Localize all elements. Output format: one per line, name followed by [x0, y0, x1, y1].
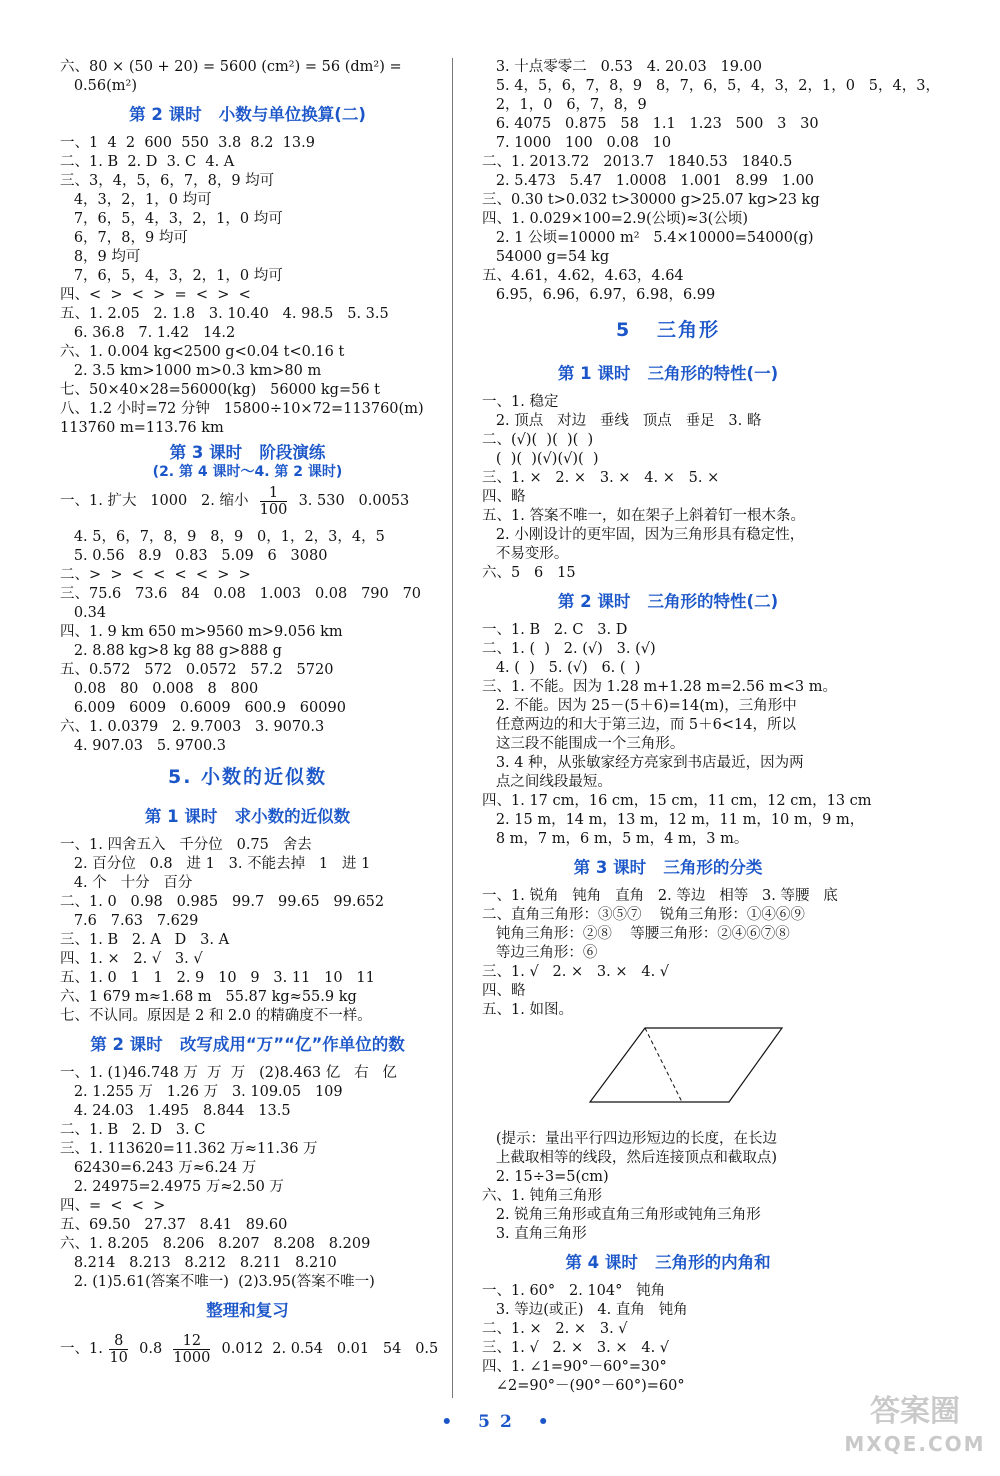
answer-line: 62430=6.243 万≈6.24 万 [60, 1160, 257, 1176]
heading-lesson3-subtitle: (2. 第 4 课时～4. 第 2 课时) [152, 464, 343, 480]
answer-line: 二、1. B 2. D 3. C 4. A [60, 154, 235, 170]
answer-line: 六、80 × (50 + 20) = 5600 (cm²) = 56 (dm²) = [60, 59, 402, 75]
answer-line: 2. 小刚设计的更牢固，因为三角形具有稳定性， [482, 527, 805, 543]
section-left-block3 [60, 528, 435, 756]
section-right-block6 [482, 1282, 854, 1396]
fraction-line: 一、1. 扩大 1000 2. 缩小 $\frac{1}{100}$ 3. 530 0.0053 [60, 484, 410, 518]
answer-line: 二、> > < < < < > > [60, 567, 251, 583]
answer-line: 7. 1000 100 0.08 10 [482, 135, 672, 151]
answer-line: 3. 4 种，从张敏家经方亮家到书店最近，因为两 [482, 755, 804, 771]
answer-line: ( )( )(√)(√)( ) [482, 451, 599, 467]
watermark-title: 答案圈 [870, 1394, 960, 1429]
parallelogram-diagram [482, 1020, 854, 1130]
answer-line: 113760 m=113.76 km [60, 420, 224, 436]
answer-line: 四、略 [482, 489, 526, 505]
answer-line: 六、1. 钝角三角形 [482, 1188, 602, 1204]
answer-line: 8 m，7 m，6 m，5 m，4 m，3 m。 [482, 831, 749, 847]
heading-approx-lesson1: 第 1 课时 求小数的近似数 [144, 807, 351, 826]
answer-line: 2. 锐角三角形或直角三角形或钝角三角形 [482, 1207, 761, 1223]
answer-line: 一、1 4 2 600 550 3.8 8.2 13.9 [60, 135, 315, 151]
heading-triangle-lesson2: 第 2 课时 三角形的特性(二) [557, 592, 779, 611]
answer-line: 2. 1 公顷=10000 m² 5.4×10000=54000(g) [482, 230, 814, 246]
heading-chapter5-triangle: 5 三角形 [615, 319, 721, 341]
heading-lesson3-practice: 第 3 课时 阶段演练 [169, 443, 326, 462]
answer-line: 7，6，5，4，3，2，1，0 均可 [60, 268, 283, 284]
fraction-8-10: $\frac{8}{10}$ [109, 1332, 128, 1366]
parallelogram-shape [590, 1028, 782, 1102]
review-line: 一、1. $\frac{8}{10}$ 0.8 $\frac{12}{1000}$ 0.012 2. 0.54 0.01 54 0.5 [60, 1332, 439, 1366]
answer-line: 等边三角形：⑥ [482, 945, 598, 961]
answer-line: 二、(√)( )( )( ) [482, 432, 594, 448]
heading-triangle-lesson4: 第 4 课时 三角形的内角和 [565, 1253, 771, 1272]
dashed-cut-line [645, 1028, 682, 1102]
answer-line: 二、1. 2013.72 2013.7 1840.53 1840.5 [482, 154, 793, 170]
answer-line: 六、5 6 15 [482, 565, 576, 581]
answer-line: 2. 15 m，14 m，13 m，12 m，11 m，10 m，9 m， [482, 812, 865, 828]
answer-line: 六、1 679 m≈1.68 m 55.87 kg≈55.9 kg [60, 989, 357, 1005]
answer-line: 二、1. B 2. D 3. C [60, 1122, 206, 1138]
answer-line: 三、75.6 73.6 84 0.08 1.003 0.08 790 70 [60, 586, 422, 602]
answer-line: 4. 907.03 5. 9700.3 [60, 738, 227, 754]
answer-line: 三、1. 不能。因为 1.28 m+1.28 m=2.56 m<3 m。 [482, 679, 838, 695]
answer-line: 5. 0.56 8.9 0.83 5.09 6 3080 [60, 548, 328, 564]
heading-review: 整理和复习 [206, 1301, 289, 1320]
answer-line: 2. 8.88 kg>8 kg 88 g>888 g [60, 643, 282, 659]
section-right-block2 [482, 393, 854, 583]
answer-line: 8.214 8.213 8.212 8.211 8.210 [60, 1255, 337, 1271]
answer-line: 六、1. 8.205 8.206 8.207 8.208 8.209 [60, 1236, 371, 1252]
answer-line: 五、1. 0 1 1 2. 9 10 9 3. 11 10 11 [60, 970, 375, 986]
answer-line: 六、1. 0.0379 2. 9.7003 3. 9070.3 [60, 719, 325, 735]
answer-line: 4. 24.03 1.495 8.844 13.5 [60, 1103, 291, 1119]
answer-line: 2. 顶点 对边 垂线 顶点 垂足 3. 略 [482, 413, 762, 429]
answer-line: 四、1. ∠1=90°－60°=30° [482, 1359, 667, 1375]
answer-line: 上截取相等的线段，然后连接顶点和截取点) [482, 1150, 777, 1166]
answer-line: 四、略 [482, 983, 526, 999]
answer-line: 二、1. × 2. × 3. √ [482, 1321, 628, 1337]
section-right-block3 [482, 621, 872, 849]
answer-line: 五、1. 答案不唯一，如在架子上斜着钉一根木条。 [482, 508, 805, 524]
answer-line: 3. 等边(或正) 4. 直角 钝角 [482, 1302, 688, 1318]
answer-line: 4. 5，6，7，8，9 8，9 0，1，2，3，4，5 [60, 529, 385, 545]
answer-line: 6，7，8，9 均可 [60, 230, 188, 246]
section-right-block1 [482, 58, 940, 305]
fraction-12-1000: $\frac{12}{1000}$ [173, 1332, 211, 1366]
answer-line: 五、1. 如图。 [482, 1002, 573, 1018]
answer-line: 2. 24975=2.4975 万≈2.50 万 [60, 1179, 284, 1195]
answer-line: 五、69.50 27.37 8.41 89.60 [60, 1217, 288, 1233]
answer-line: 二、直角三角形：③⑤⑦ 锐角三角形：①④⑥⑨ [482, 907, 805, 923]
answer-line: 二、1. ( ) 2. (√) 3. (√) [482, 641, 656, 657]
answer-line: ∠2=90°－(90°－60°)=60° [482, 1378, 685, 1394]
watermark-logo [840, 1392, 990, 1462]
answer-line: 三、1. B 2. A D 3. A [60, 932, 230, 948]
answer-line: 五、4.61，4.62，4.63，4.64 [482, 268, 684, 284]
section-left-block4 [60, 836, 435, 1026]
answer-line: 四、1. × 2. √ 3. √ [60, 951, 203, 967]
answer-line: 4，3，2，1，0 均可 [60, 192, 212, 208]
answer-line: 七、50×40×28=56000(kg) 56000 kg=56 t [60, 382, 380, 398]
answer-line: 三、1. √ 2. × 3. × 4. √ [482, 1340, 670, 1356]
answer-line: 三、1. 113620=11.362 万≈11.36 万 [60, 1141, 318, 1157]
heading-triangle-lesson1: 第 1 课时 三角形的特性(一) [557, 364, 779, 383]
answer-line: 一、1. 四舍五入 千分位 0.75 舍去 [60, 837, 312, 853]
answer-line: (提示：量出平行四边形短边的长度，在长边 [482, 1131, 777, 1147]
answer-line: 七、不认同。原因是 2 和 2.0 的精确度不一样。 [60, 1008, 372, 1024]
answer-line: 三、1. × 2. × 3. × 4. × 5. × [482, 470, 720, 486]
watermark-url: MXQE.COM [844, 1432, 986, 1456]
answer-line: 四、1. 0.029×100=2.9(公顷)≈3(公顷) [482, 211, 748, 227]
answer-line: 不易变形。 [482, 546, 569, 562]
answer-line: 五、0.572 572 0.0572 57.2 5720 [60, 662, 334, 678]
left-column [60, 58, 439, 1376]
answer-line: 一、1. 稳定 [482, 394, 559, 410]
section-left-block5 [60, 1064, 435, 1292]
answer-line: 三、0.30 t>0.032 t>30000 g>25.07 kg>23 kg [482, 192, 820, 208]
answer-line: 任意两边的和大于第三边，而 5＋6<14，所以 [482, 717, 796, 733]
answer-line: 4. ( ) 5. (√) 6. ( ) [482, 660, 641, 676]
answer-line: 2. (1)5.61(答案不唯一) (2)3.95(答案不唯一) [60, 1274, 375, 1290]
answer-line: 4. 个 十分 百分 [60, 875, 193, 891]
parallelogram-figure [482, 1020, 854, 1130]
answer-line: 3. 十点零零二 0.53 4. 20.03 19.00 [482, 59, 763, 75]
answer-line: 二、1. 0 0.98 0.985 99.7 99.65 99.652 [60, 894, 385, 910]
answer-line: 2. 百分位 0.8 进 1 3. 不能去掉 1 进 1 [60, 856, 371, 872]
answer-line: 8，9 均可 [60, 249, 141, 265]
answer-line: 2，1，0 6，7，8，9 [482, 97, 647, 113]
answer-line: 7.6 7.63 7.629 [60, 913, 199, 929]
answer-line: 三、3，4，5，6，7，8，9 均可 [60, 173, 275, 189]
answer-line: 6.95，6.96，6.97，6.98，6.99 [482, 287, 716, 303]
answer-line: 0.56(m²) [60, 78, 137, 94]
page-number: • 52 • [441, 1412, 559, 1432]
answer-line: 点之间线段最短。 [482, 774, 612, 790]
answer-line: 四、1. 17 cm，16 cm，15 cm，11 cm，12 cm，13 cm [482, 793, 872, 809]
answer-line: 6. 36.8 7. 1.42 14.2 [60, 325, 236, 341]
answer-line: 四、= < < > [60, 1198, 166, 1214]
heading-lesson2-conversion: 第 2 课时 小数与单位换算(二) [129, 105, 366, 124]
heading-chapter5-approx: 5. 小数的近似数 [167, 766, 328, 788]
answer-line: 一、1. B 2. C 3. D [482, 622, 628, 638]
answer-line: 2. 15÷3=5(cm) [482, 1169, 609, 1185]
answer-line: 2. 不能。因为 25－(5＋6)=14(m)，三角形中 [482, 698, 797, 714]
answer-line: 一、1. (1)46.748 万 万 万 (2)8.463 亿 右 亿 [60, 1065, 397, 1081]
answer-line: 2. 1.255 万 1.26 万 3. 109.05 109 [60, 1084, 343, 1100]
section-left-block2 [60, 134, 435, 438]
heading-triangle-lesson3: 第 3 课时 三角形的分类 [573, 858, 763, 877]
answer-line: 一、1. 锐角 钝角 直角 2. 等边 相等 3. 等腰 底 [482, 888, 838, 904]
answer-line: 六、1. 0.004 kg<2500 g<0.04 t<0.16 t [60, 344, 345, 360]
section-right-block5 [482, 1130, 854, 1244]
answer-line: 54000 g=54 kg [482, 249, 610, 265]
heading-approx-lesson2: 第 2 课时 改写成用“万”“亿”作单位的数 [90, 1035, 405, 1054]
answer-line: 四、1. 9 km 650 m>9560 m>9.056 km [60, 624, 343, 640]
answer-line: 0.08 80 0.008 8 800 [60, 681, 259, 697]
answer-line: 一、1. 60° 2. 104° 钝角 [482, 1283, 666, 1299]
answer-line: 八、1.2 小时=72 分钟 15800÷10×72=113760(m) [60, 401, 424, 417]
column-divider [452, 58, 453, 1398]
answer-line: 3. 直角三角形 [482, 1226, 587, 1242]
answer-line: 2. 5.473 5.47 1.0008 1.001 8.99 1.00 [482, 173, 815, 189]
answer-line: 5. 4，5，6，7，8，9 8，7，6，5，4，3，2，1，0 5，4，3， [482, 78, 940, 94]
answer-line: 钝角三角形：②⑧ 等腰三角形：②④⑥⑦⑧ [482, 926, 790, 942]
answer-line: 7，6，5，4，3，2，1，0 均可 [60, 211, 283, 227]
right-column [482, 58, 940, 1396]
answer-line: 6.009 6009 0.6009 600.9 60090 [60, 700, 346, 716]
answer-line: 2. 3.5 km>1000 m>0.3 km>80 m [60, 363, 322, 379]
answer-line: 0.34 [60, 605, 107, 621]
answer-line: 6. 4075 0.875 58 1.1 1.23 500 3 30 [482, 116, 819, 132]
section-left-block1 [60, 58, 435, 96]
answer-line: 五、1. 2.05 2. 1.8 3. 10.40 4. 98.5 5. 3.5 [60, 306, 389, 322]
fraction-1-100: $\frac{1}{100}$ [259, 484, 288, 518]
answer-line: 这三段不能围成一个三角形。 [482, 736, 685, 752]
section-right-block4 [482, 887, 854, 1020]
answer-line: 四、< > < > = < > < [60, 287, 251, 303]
answer-line: 三、1. √ 2. × 3. × 4. √ [482, 964, 670, 980]
